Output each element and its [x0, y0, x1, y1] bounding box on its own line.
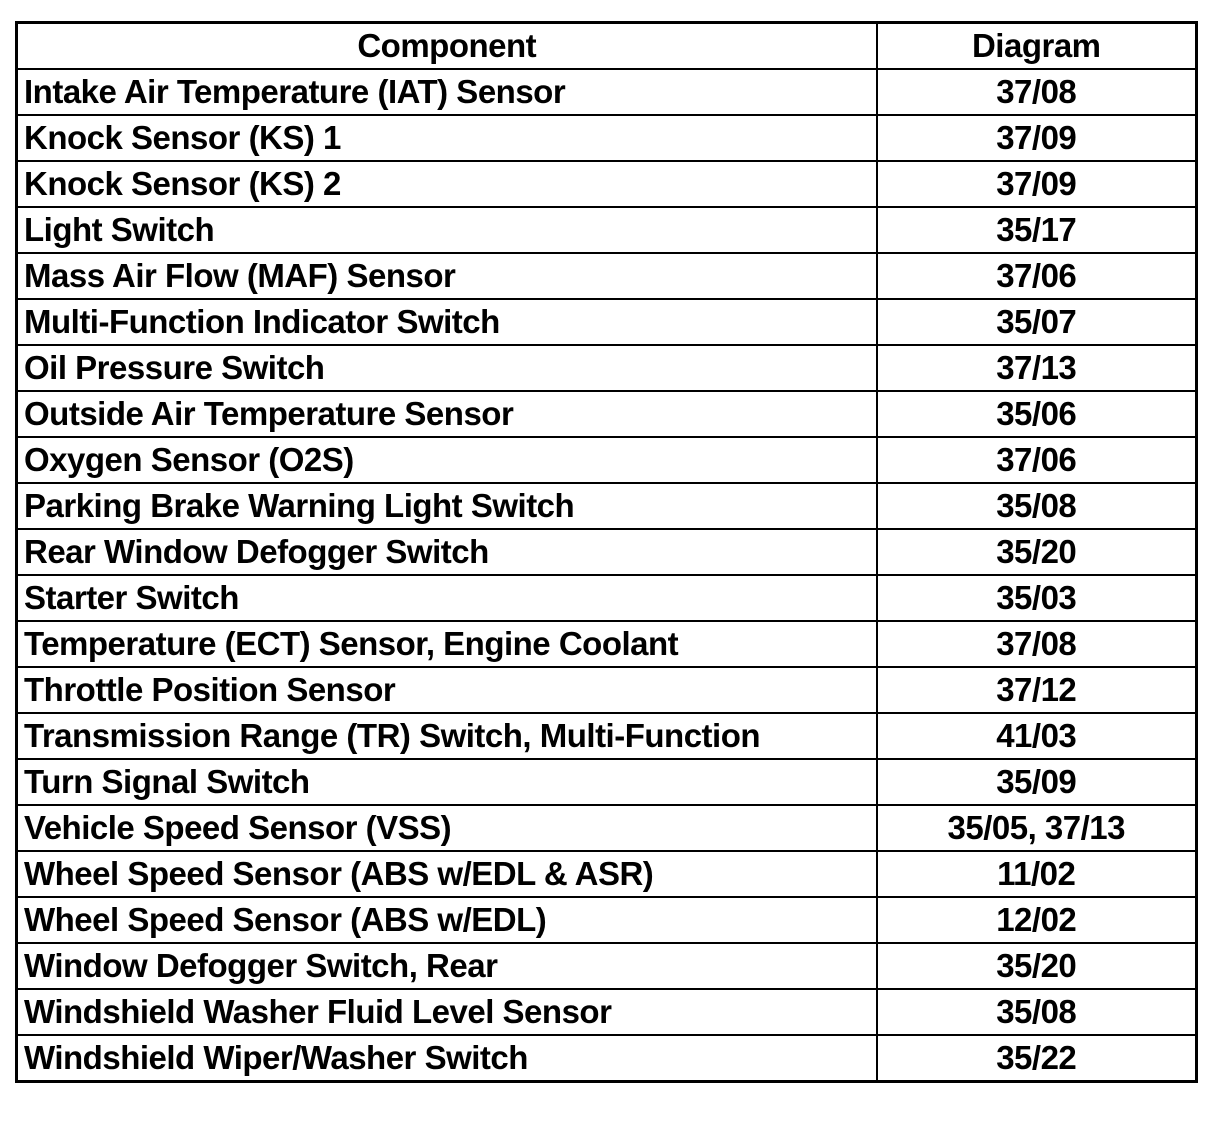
component-cell: Vehicle Speed Sensor (VSS): [17, 805, 877, 851]
component-cell: Mass Air Flow (MAF) Sensor: [17, 253, 877, 299]
diagram-cell: 35/20: [877, 943, 1197, 989]
diagram-cell: 11/02: [877, 851, 1197, 897]
table-row: [17, 713, 1197, 759]
component-cell: Windshield Washer Fluid Level Sensor: [17, 989, 877, 1035]
component-diagram-table-container: [15, 21, 1195, 1083]
table-row: [17, 897, 1197, 943]
table-row: [17, 851, 1197, 897]
diagram-cell: 37/09: [877, 161, 1197, 207]
diagram-cell: 12/02: [877, 897, 1197, 943]
component-diagram-table: [15, 21, 1198, 1083]
diagram-cell: 35/08: [877, 989, 1197, 1035]
component-cell: Light Switch: [17, 207, 877, 253]
diagram-cell: 41/03: [877, 713, 1197, 759]
component-cell: Windshield Wiper/Washer Switch: [17, 1035, 877, 1082]
table-row: [17, 115, 1197, 161]
table-row: [17, 253, 1197, 299]
table-row: [17, 529, 1197, 575]
diagram-cell: 35/20: [877, 529, 1197, 575]
table-row: [17, 989, 1197, 1035]
diagram-cell: 35/08: [877, 483, 1197, 529]
table-row: [17, 805, 1197, 851]
diagram-cell: 37/08: [877, 621, 1197, 667]
component-cell: Knock Sensor (KS) 1: [17, 115, 877, 161]
table-row: [17, 943, 1197, 989]
table-row: [17, 759, 1197, 805]
table-header-row: [17, 23, 1197, 70]
component-cell: Starter Switch: [17, 575, 877, 621]
diagram-cell: 37/12: [877, 667, 1197, 713]
component-cell: Oxygen Sensor (O2S): [17, 437, 877, 483]
diagram-cell: 35/22: [877, 1035, 1197, 1082]
table-row: [17, 575, 1197, 621]
diagram-cell: 37/06: [877, 437, 1197, 483]
table-row: [17, 207, 1197, 253]
component-cell: Knock Sensor (KS) 2: [17, 161, 877, 207]
table-row: [17, 391, 1197, 437]
component-cell: Window Defogger Switch, Rear: [17, 943, 877, 989]
component-cell: Turn Signal Switch: [17, 759, 877, 805]
component-cell: Outside Air Temperature Sensor: [17, 391, 877, 437]
diagram-cell: 35/17: [877, 207, 1197, 253]
component-cell: Parking Brake Warning Light Switch: [17, 483, 877, 529]
diagram-cell: 37/13: [877, 345, 1197, 391]
component-cell: Temperature (ECT) Sensor, Engine Coolant: [17, 621, 877, 667]
table-row: [17, 1035, 1197, 1082]
diagram-cell: 37/09: [877, 115, 1197, 161]
component-cell: Multi-Function Indicator Switch: [17, 299, 877, 345]
component-cell: Throttle Position Sensor: [17, 667, 877, 713]
component-cell: Wheel Speed Sensor (ABS w/EDL): [17, 897, 877, 943]
component-cell: Transmission Range (TR) Switch, Multi-Function: [17, 713, 877, 759]
diagram-cell: 35/06: [877, 391, 1197, 437]
table-row: [17, 161, 1197, 207]
table-row: [17, 621, 1197, 667]
table-row: [17, 667, 1197, 713]
diagram-cell: 35/05, 37/13: [877, 805, 1197, 851]
table-row: [17, 437, 1197, 483]
diagram-cell: 35/07: [877, 299, 1197, 345]
table-row: [17, 345, 1197, 391]
component-cell: Oil Pressure Switch: [17, 345, 877, 391]
column-header-component: Component: [17, 23, 877, 70]
diagram-cell: 35/09: [877, 759, 1197, 805]
diagram-cell: 37/08: [877, 69, 1197, 115]
column-header-diagram: Diagram: [877, 23, 1197, 70]
table-body: [17, 69, 1197, 1082]
diagram-cell: 37/06: [877, 253, 1197, 299]
table-row: [17, 483, 1197, 529]
component-cell: Wheel Speed Sensor (ABS w/EDL & ASR): [17, 851, 877, 897]
component-cell: Rear Window Defogger Switch: [17, 529, 877, 575]
diagram-cell: 35/03: [877, 575, 1197, 621]
table-row: [17, 299, 1197, 345]
component-cell: Intake Air Temperature (IAT) Sensor: [17, 69, 877, 115]
table-row: [17, 69, 1197, 115]
